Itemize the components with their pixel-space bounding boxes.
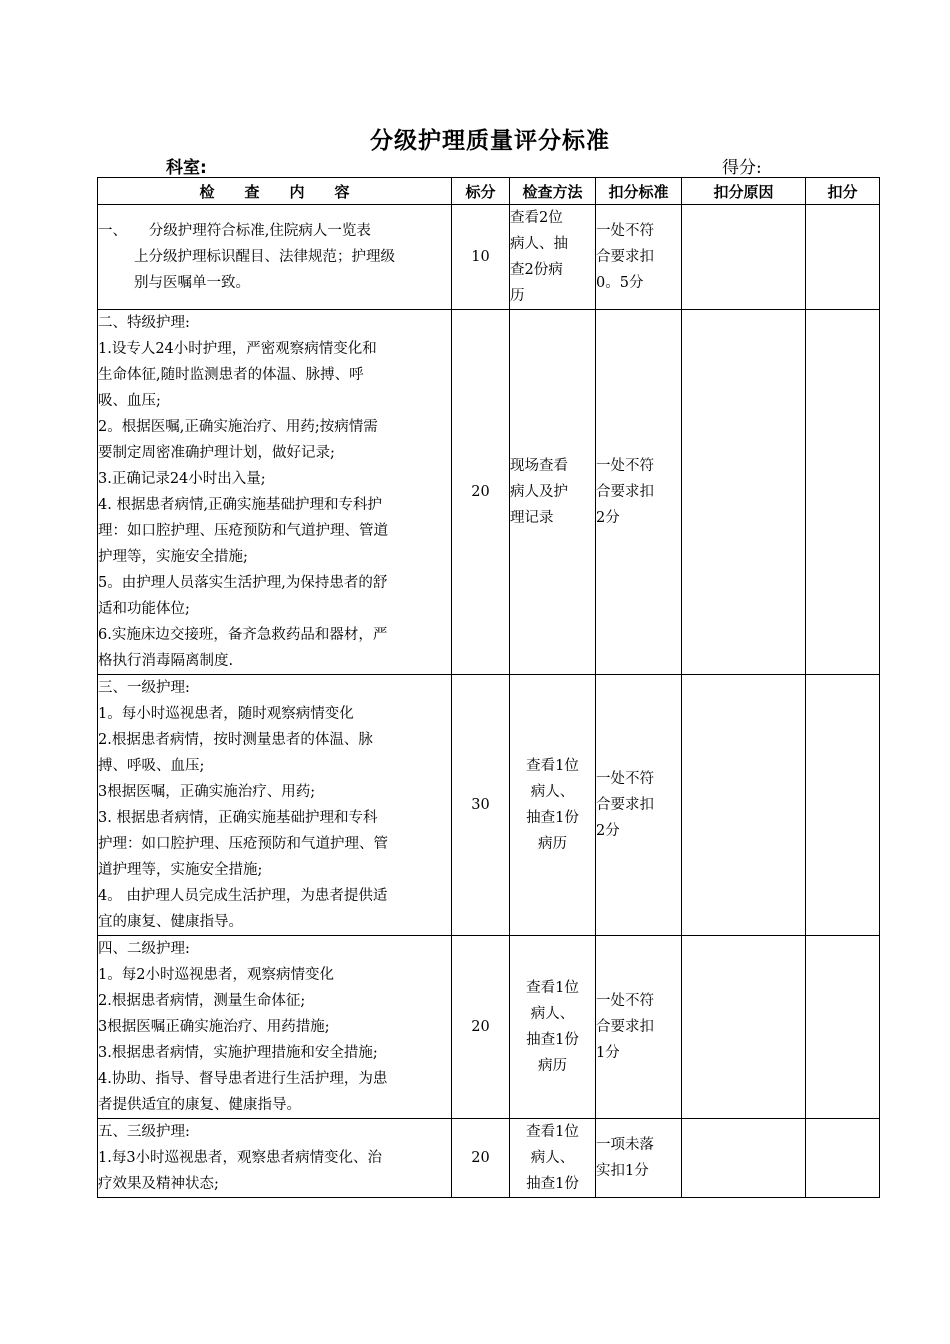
table-row [98,936,880,1119]
column-header-standard: 扣分标准 [596,178,682,205]
row-reason-cell[interactable] [682,310,806,675]
row-method: 查看1位 病人、 抽查1份 [510,1119,596,1198]
row-standard: 一处不符 合要求扣 2分 [596,310,682,675]
table-header-row [98,178,880,205]
row-deduction-cell[interactable] [806,205,880,310]
row-score: 30 [452,675,510,936]
column-header-score: 标分 [452,178,510,205]
scoring-table [97,177,880,1198]
row-deduction-cell[interactable] [806,1119,880,1198]
row-deduction-cell[interactable] [806,675,880,936]
row-content: 三、一级护理: 1。每小时巡视患者，随时观察病情变化 2.根据患者病情，按时测量患者的体温、脉 搏、呼吸、血压; 3根据医嘱，正确实施治疗、用药; 3. 根据患者病情，正确实施基础护理和专科 护理：如口腔护理、压疮预防和气道护理、管 道护理等，实施安全措施; 4。 由护理人员完成生活护理，为患者提供适 宜的康复、健康指导。 [98,675,452,936]
row-standard: 一处不符 合要求扣 1分 [596,936,682,1119]
column-header-reason: 扣分原因 [682,178,806,205]
row-standard: 一项未落 实扣1分 [596,1119,682,1198]
column-header-method: 检查方法 [510,178,596,205]
row-method: 查看2位 病人、抽 查2份病 历 [510,205,596,310]
row-method: 现场查看 病人及护 理记录 [510,310,596,675]
row-deduction-cell[interactable] [806,310,880,675]
table-row [98,675,880,936]
row-reason-cell[interactable] [682,675,806,936]
row-reason-cell[interactable] [682,1119,806,1198]
row-reason-cell[interactable] [682,936,806,1119]
table-row [98,310,880,675]
row-method: 查看1位 病人、 抽查1份 病历 [510,936,596,1119]
column-header-deduction: 扣分 [806,178,880,205]
row-reason-cell[interactable] [682,205,806,310]
table-row [98,1119,880,1198]
column-header-content: 检 查 内 容 [98,178,452,205]
row-score: 20 [452,1119,510,1198]
row-standard: 一处不符 合要求扣 0。5分 [596,205,682,310]
row-method: 查看1位 病人、 抽查1份 病历 [510,675,596,936]
table-row [98,205,880,310]
row-score: 10 [452,205,510,310]
row-content: 二、特级护理: 1.设专人24小时护理，严密观察病情变化和 生命体征,随时监测患者的体温、脉搏、呼 吸、血压; 2。根据医嘱,正确实施治疗、用药;按病情需 要制定周密准确护理计划，做好记录; 3.正确记录24小时出入量; 4. 根据患者病情,正确实施基础护理和专科护 理：如口腔护理、压疮预防和气道护理、管道 护理等，实施安全措施; 5。由护理人员落实生活护理,为保持患者的舒 适和功能体位; 6.实施床边交接班，备齐急救药品和器材，严 格执行消毒隔离制度. [98,310,452,675]
row-content: 五、三级护理: 1.每3小时巡视患者，观察患者病情变化、治 疗效果及精神状态; [98,1119,452,1198]
total-score-label: 得分: [722,158,762,178]
row-deduction-cell[interactable] [806,936,880,1119]
row-standard: 一处不符 合要求扣 2分 [596,675,682,936]
row-content: 一、 分级护理符合标准,住院病人一览表 上分级护理标识醒目、法律规范；护理级 别与医嘱单一致。 [98,205,452,310]
department-label: 科室: [166,158,207,178]
page-title: 分级护理质量评分标准 [370,128,610,154]
row-content: 四、二级护理: 1。每2小时巡视患者，观察病情变化 2.根据患者病情，测量生命体征; 3根据医嘱正确实施治疗、用药措施; 3.根据患者病情，实施护理措施和安全措施; 4.协助、指导、督导患者进行生活护理，为患 者提供适宜的康复、健康指导。 [98,936,452,1119]
row-score: 20 [452,310,510,675]
row-score: 20 [452,936,510,1119]
